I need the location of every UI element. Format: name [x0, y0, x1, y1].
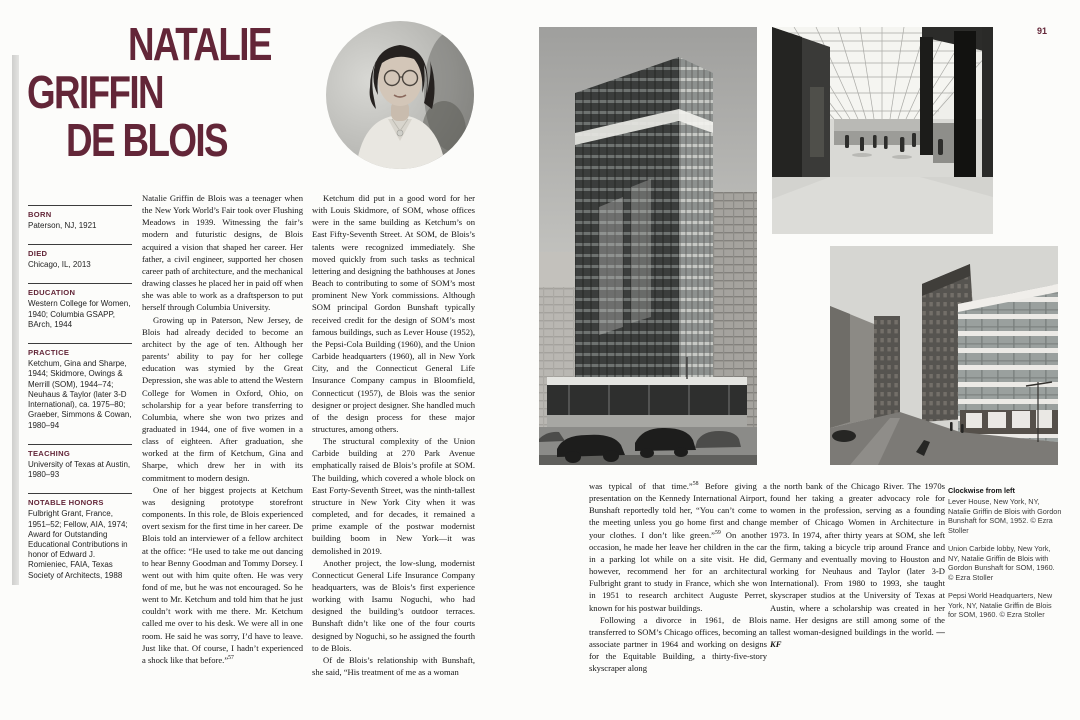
paragraph-text: Before giving a presentation on the Kennedy International Airport, Bunshaft reportedly told her, “You can’t come to the meeting unless you go home first and change your clothes. I don’t like green.” [589, 481, 767, 540]
page-title-line-1: NATALIE [128, 18, 271, 70]
paragraph-text: One of her biggest projects at Ketchum was designing prototype storefront components. In this role, de Blois experienced overt sexism for the first time in her career. De Blois told an interviewer of a fellow architect at the office: “He used to take me out dancing to hear Benny Goodman and Tommy Dorsey. I went out with him quite often. He was very fond of me, but he was not encouraged. So he went to Mr. Ketchum and told him that he just couldn’t work with me there. Mr. Ketchum called me over to his desk. We were all in one room. He said he was sorry, I’d have to leave. Just like that. Of course, I hadn’t experienced a shock like that before.” [142, 484, 303, 665]
sidebar-value: Paterson, NJ, 1921 [28, 221, 97, 230]
lever-house-photo [539, 27, 757, 465]
page-number: 91 [1037, 26, 1048, 36]
body-column-1 [142, 192, 303, 666]
sidebar-value: Western College for Women, 1940; Columbia GSAPP, BArch, 1944 [28, 299, 131, 329]
footnote-marker: 58 [692, 481, 699, 488]
book-edge [12, 55, 19, 585]
body-paragraph [142, 484, 303, 666]
body-paragraph: The structural complexity of the Union Carbide building at 270 Park Avenue emphatically raised de Blois’s profile at SOM. The building, which covered a whole block on East Forty-Seventh Street, was the ninth-tallest structure in New York City when it was completed, and for decades, it remained a prime example of the postwar modernist building boom in New York—it was demolished in 2019. [312, 436, 475, 556]
union-carbide-lobby-photo [772, 27, 993, 234]
body-column-4 [770, 480, 945, 650]
body-paragraph [589, 480, 767, 614]
paragraph-text: the north bank of the Chicago River. The 1970s found her taking a greater advocacy role for women in the profession, serving as a founding member of Chicago Women in Architecture in 1973. In 1974, after thirty years at SOM, she left the firm, taking a bicycle trip around France and Germany and eventually moving to Houston and working for Neuhaus and Taylor (later 3-D International). From 1980 to 1993, she taught skyscraper studios at the University of Texas at Austin, where a scholarship was created in her name. Her designs are still among some of the tallest woman-designed buildings in the world. [770, 481, 945, 637]
footnote-marker: 57 [228, 655, 234, 662]
sidebar-label: DIED [28, 249, 48, 259]
body-paragraph: Growing up in Paterson, New Jersey, de Blois had already decided to become an architect by the age of ten. Although her parents’ ability to pay for her college education was stymied by the Great Depression, she was able to attend the Western College for Women in Oxford, Ohio, on scholarship for a year before transferring to Columbia, where she won two prizes and graduated in 1944, one of five women in a class of eighteen. After graduation, she worked at the firm of Ketchum, Gina and Sharpe, which drew her in with its commitment to modern design. [142, 314, 303, 483]
body-paragraph: Ketchum did put in a good word for her with Louis Skidmore, of SOM, whose offices were in the same building as Ketchum’s on East Fifty-Seventh Street. At SOM, de Blois’s talents were recognized immediately. She moved quickly from such tasks as technical lettering and designing the bathhouses at Jones Beach to contributing to some of SOM’s most prominent New York commissions. Although SOM principal Gordon Bunshaft typically received credit for the design of SOM’s most famous buildings, such as Lever House (1952), the Pepsi-Cola Building (1960), and the Union Carbide headquarters (1960), all in New York City, and the Connecticut General Life Insurance Company campus in Bloomfield, Connecticut (1957), de Blois was the senior designer or project designer. She handled much of the design process for these major structures, among others. [312, 193, 475, 434]
body-column-3 [589, 480, 767, 675]
sidebar-section-teaching [28, 444, 132, 480]
caption-lever-house: Lever House, New York, NY, Natalie Griffin de Blois with Gordon Bunshaft for SOM, 1952. © Ezra Stoller [948, 496, 1062, 536]
sidebar-section-honors [28, 493, 132, 581]
body-column-2 [312, 192, 475, 678]
author-signoff: —KF [770, 626, 945, 650]
sidebar-section-born [28, 205, 132, 231]
portrait-illustration [326, 21, 474, 169]
sidebar-value: Fulbright Grant, France, 1951–52; Fellow, AIA, 1974; Award for Outstanding Educational Contributions in honor of Edward J. Romieniec, FAIA, Texas Society of Architects, 1988 [28, 509, 128, 580]
sidebar-label: BORN [28, 210, 52, 219]
photo-captions [948, 486, 1062, 628]
sidebar-value: University of Texas at Austin, 1980–93 [28, 459, 131, 480]
sidebar-section-education [28, 283, 132, 330]
caption-union-carbide-lobby: Union Carbide lobby, New York, NY, Natalie Griffin de Blois with Gordon Bunshaft for SOM, 1960. © Ezra Stoller [948, 543, 1055, 583]
sidebar-section-practice [28, 343, 132, 431]
sidebar-label: NOTABLE HONORS [28, 498, 104, 508]
caption-pepsi-headquarters: Pepsi World Headquarters, New York, NY, Natalie Griffin de Blois for SOM, 1960. © Ezra Stoller [948, 590, 1053, 620]
body-paragraph: Of de Blois’s relationship with Bunshaft, she said, “His treatment of me as a woman [312, 654, 475, 678]
pepsi-world-headquarters-photo [830, 246, 1058, 465]
sidebar-section-died [28, 244, 132, 270]
fact-sidebar [28, 205, 132, 594]
body-paragraph: Natalie Griffin de Blois was a teenager when the New York World’s Fair took over Flushing Meadows in 1939. Witnessing the fair’s modern and futuristic designs, de Blois acquired a vision that shaped her career. Her father, a civil engineer, supported her chosen career path of architecture, and the mechanical drawing classes he placed her in paid off when she was able to work as a draftsperson to put herself through Columbia University. [142, 193, 303, 313]
body-paragraph: Another project, the low-slung, modernist Connecticut General Life Insurance Company headquarters, was de Blois’s first experience working with Isamu Noguchi, who had designed the building’s outdoor terraces. Bunshaft didn’t like one of the four courts designed by Noguchi, so he assigned the fourth to de Blois. [312, 557, 475, 653]
page-title-line-2: GRIFFIN [27, 66, 163, 118]
portrait-photo [326, 21, 474, 169]
sidebar-label: PRACTICE [28, 348, 70, 358]
footnote-marker: 59 [714, 529, 721, 536]
caption-header: Clockwise from left [948, 486, 1015, 495]
paragraph-text: On another occasion, he made her leave her children in the car in a parking lot while on a site visit. He did, however, recommend her for an architectural Fulbright grant to study in France, which she won in 1951 to research architect Auguste Perret, known for his postwar buildings. [589, 529, 767, 613]
body-paragraph: Following a divorce in 1961, de Blois transferred to SOM’s Chicago offices, becoming an associate partner in 1964 and working on designs for the Equitable Building, a thirty-five-story skyscraper along [589, 614, 767, 674]
sidebar-label: EDUCATION [28, 288, 76, 298]
sidebar-value: Chicago, IL, 2013 [28, 260, 91, 270]
body-paragraph [770, 480, 945, 650]
sidebar-value: Ketchum, Gina and Sharpe, 1944; Skidmore, Owings & Merrill (SOM), 1944–74; Neuhaus & Taylor (later 3-D International), ca. 1975–80; Graeber, Simmons & Cowan, 1980–94 [28, 359, 132, 430]
page-title-line-3: DE BLOIS [66, 114, 227, 166]
sidebar-label: TEACHING [28, 448, 71, 458]
paragraph-text: was typical of that time.” [589, 481, 693, 491]
